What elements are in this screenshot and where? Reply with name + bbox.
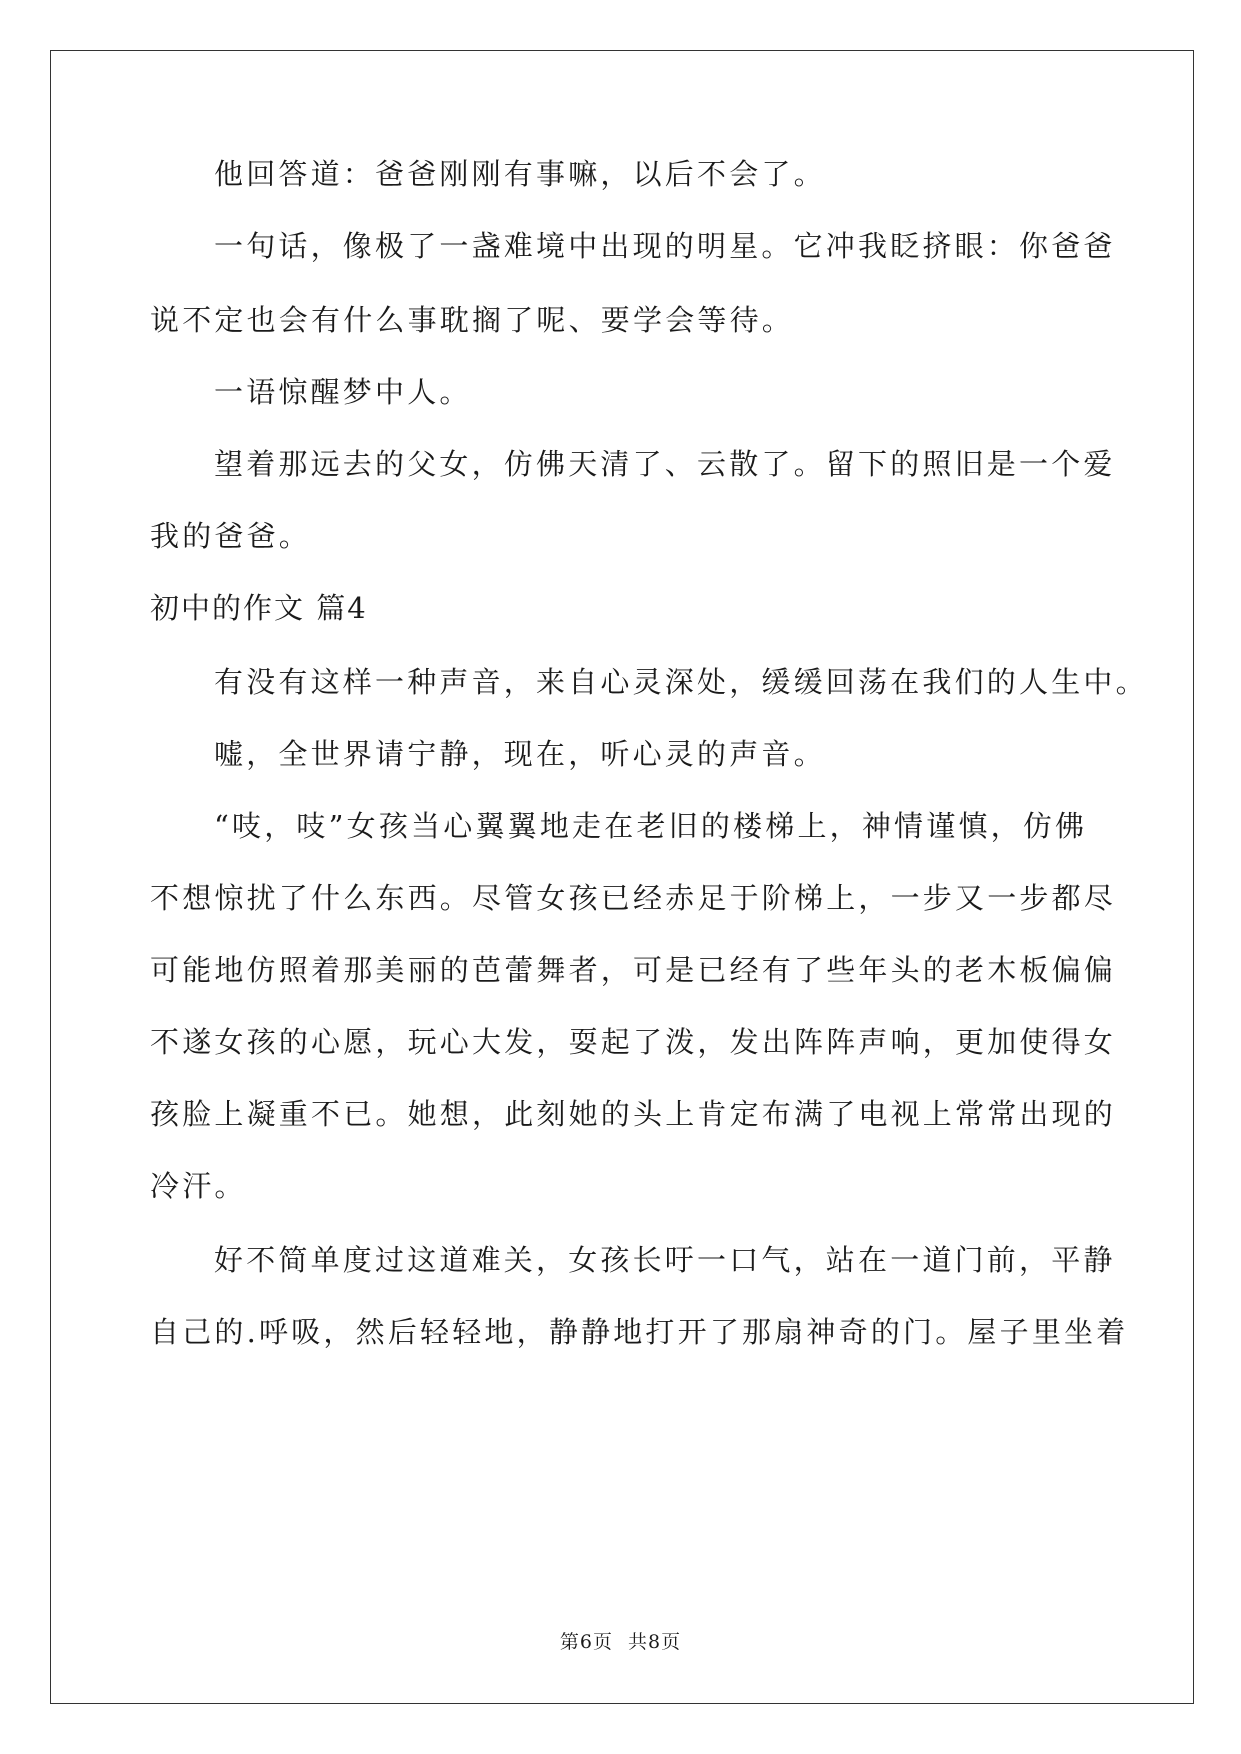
paragraph-line: 嘘，全世界请宁静，现在，听心灵的声音。 [214,737,826,771]
paragraph-line: 一语惊醒梦中人。 [214,375,472,409]
page-border [50,50,1194,1704]
paragraph-line: 他回答道：爸爸刚刚有事嘛，以后不会了。 [214,157,826,191]
paragraph-line: 说不定也会有什么事耽搁了呢、要学会等待。 [150,303,795,337]
paragraph-line: 一句话，像极了一盏难境中出现的明星。它冲我眨挤眼：你爸爸 [214,229,1116,263]
paragraph-line: 孩脸上凝重不已。她想，此刻她的头上肯定布满了电视上常常出现的 [150,1097,1117,1131]
page-total: 共8页 [628,1631,682,1653]
page-number: 第6页 [559,1631,613,1653]
paragraph-line: 有没有这样一种声音，来自心灵深处，缓缓回荡在我们的人生中。 [214,665,1148,699]
paragraph-line: 可能地仿照着那美丽的芭蕾舞者，可是已经有了些年头的老木板偏偏 [150,953,1117,987]
paragraph-line: 不遂女孩的心愿，玩心大发，耍起了泼，发出阵阵声响，更加使得女 [150,1025,1117,1059]
section-heading: 初中的作文 篇4 [150,591,368,625]
paragraph-line: 冷汗。 [150,1169,247,1203]
paragraph-line: 我的爸爸。 [150,519,312,553]
paragraph-line: 不想惊扰了什么东西。尽管女孩已经赤足于阶梯上，一步又一步都尽 [150,881,1117,915]
paragraph-line: 望着那远去的父女，仿佛天清了、云散了。留下的照旧是一个爱 [214,447,1116,481]
paragraph-line: 自己的.呼吸，然后轻轻地，静静地打开了那扇神奇的门。屋子里坐着 [150,1315,1129,1349]
page-footer [0,1630,1241,1654]
paragraph-line: “吱，吱”女孩当心翼翼地走在老旧的楼梯上，神情谨慎，仿佛 [214,809,1088,843]
paragraph-line: 好不简单度过这道难关，女孩长吁一口气，站在一道门前，平静 [214,1243,1116,1277]
